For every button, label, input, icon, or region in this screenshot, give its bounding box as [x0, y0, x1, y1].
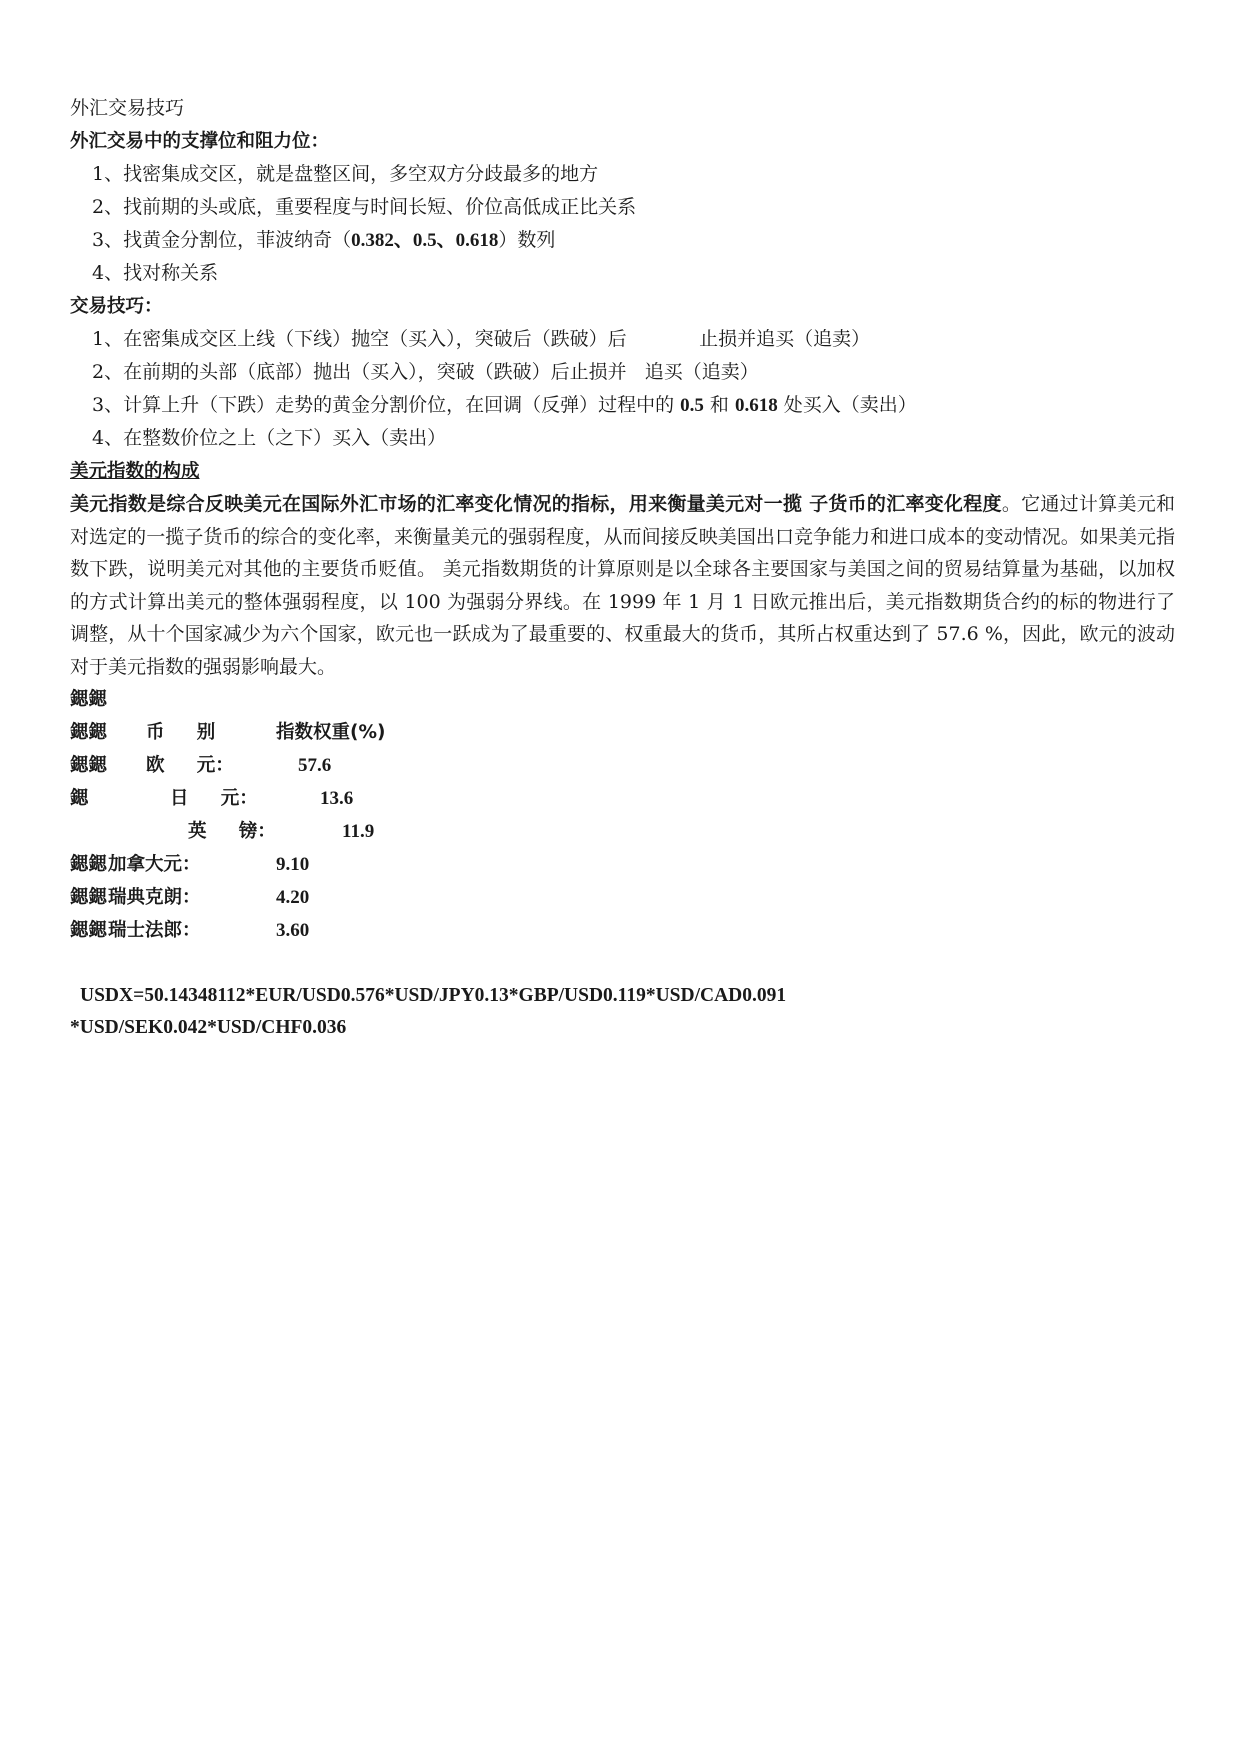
usdx-formula-line-1: USDX=50.14348112*EUR/USD0.576*USD/JPY0.13*GBP/USD0.119*USD/CAD0.091: [80, 985, 787, 1006]
list-item: 4、在整数价位之上（之下）买入（卖出）: [92, 427, 447, 449]
section-heading-usd-index: 美元指数的构成: [70, 461, 200, 482]
list-item: 2、在前期的头部（底部）抛出（买入），突破（跌破）后止损并 追买（追卖）: [92, 361, 759, 383]
currency-name: 瑞典克朗：: [108, 887, 201, 908]
list-item: [70, 389, 1180, 422]
row-prefix: 鍶鍶: [70, 722, 108, 743]
list-item-text: 处买入（卖出）: [777, 394, 917, 416]
weight-value: 3.60: [276, 920, 310, 941]
spacer: [70, 947, 1180, 980]
weight-value: 13.6: [320, 788, 354, 809]
row-prefix: 鍶: [70, 788, 89, 809]
weight-value: 9.10: [276, 854, 310, 875]
usdx-formula-line-2: *USD/SEK0.042*USD/CHF0.036: [70, 1017, 347, 1038]
ratio-value: 0.5: [680, 395, 704, 416]
section-heading-support-resistance: 外汇交易中的支撑位和阻力位：: [70, 131, 330, 152]
table-row: [70, 815, 1180, 848]
document-title: 外汇交易技巧: [70, 97, 185, 119]
row-prefix: 鍶鍶: [70, 920, 108, 941]
currency-name: 日 元：: [170, 788, 258, 809]
list-item-text: ）数列: [498, 229, 556, 251]
list-item: [70, 224, 1180, 257]
usd-index-paragraph: [70, 488, 1175, 683]
document-page: [70, 92, 1180, 1044]
paragraph-bold-lead: 美元指数是综合反映美元在国际外汇市场的汇率变化情况的指标，用来衡量美元对一揽 子货币的汇率变化程度: [70, 493, 1002, 515]
table-blank-row: [70, 683, 1180, 716]
paragraph-body: 。它通过计算美元和对选定的一揽子货币的综合的变化率，来衡量美元的强弱程度，从而间接反映美国出口竞争能力和进口成本的变动情况。如果美元指数下跌，说明美元对其他的主要货币贬值。 美元指数期货的计算原则是以全球各主要国家与美国之间的贸易结算量为基础，以加权的方式计算出美元的整体强弱程度，以 100 为强弱分界线。在 1999 年 1 月 1 日欧元推出后，美元指数期货合约的标的物进行了调整，从十个国家减少为六个国家，欧元也一跃成为了最重要的、权重最大的货币，其所占权重达到了 57.6 %，因此，欧元的波动对于美元指数的强弱影响最大。: [70, 493, 1175, 678]
ratio-value: 0.618: [734, 395, 778, 416]
table-row: [70, 749, 1180, 782]
list-item: 4、找对称关系: [92, 262, 219, 284]
currency-name: 瑞士法郎：: [108, 920, 201, 941]
list-item: 1、找密集成交区，就是盘整区间，多空双方分歧最多的地方: [92, 163, 599, 185]
table-row: [70, 914, 1180, 947]
fibonacci-values: 0.382、0.5、0.618: [351, 230, 499, 251]
list-item-text: 3、找黄金分割位，菲波纳奇（: [92, 229, 352, 251]
row-prefix: 鍶鍶: [70, 755, 108, 776]
row-prefix: 鍶鍶: [70, 887, 108, 908]
section-heading-trading-tips: 交易技巧：: [70, 296, 163, 317]
column-header-weight: 指数权重(%): [276, 722, 386, 743]
list-item: 2、找前期的头或底，重要程度与时间长短、价位高低成正比关系: [92, 196, 637, 218]
list-item-text: 3、计算上升（下跌）走势的黄金分割价位，在回调（反弹）过程中的: [92, 394, 681, 416]
list-item-text: 和: [703, 394, 735, 416]
currency-name: 欧 元：: [146, 755, 234, 776]
row-prefix: 鍶鍶: [70, 689, 108, 710]
column-header-currency: 币 别: [146, 722, 216, 743]
table-row: [70, 782, 1180, 815]
weight-value: 4.20: [276, 887, 310, 908]
list-item: 1、在密集成交区上线（下线）抛空（买入），突破后（跌破）后 止损并追买（追卖）: [92, 328, 871, 350]
currency-name: 加拿大元：: [108, 854, 201, 875]
currency-name: 英 镑：: [188, 821, 276, 842]
row-prefix: 鍶鍶: [70, 854, 108, 875]
weight-value: 57.6: [298, 755, 332, 776]
weight-value: 11.9: [342, 821, 375, 842]
table-row: [70, 848, 1180, 881]
table-header: [70, 716, 1180, 749]
table-row: [70, 881, 1180, 914]
